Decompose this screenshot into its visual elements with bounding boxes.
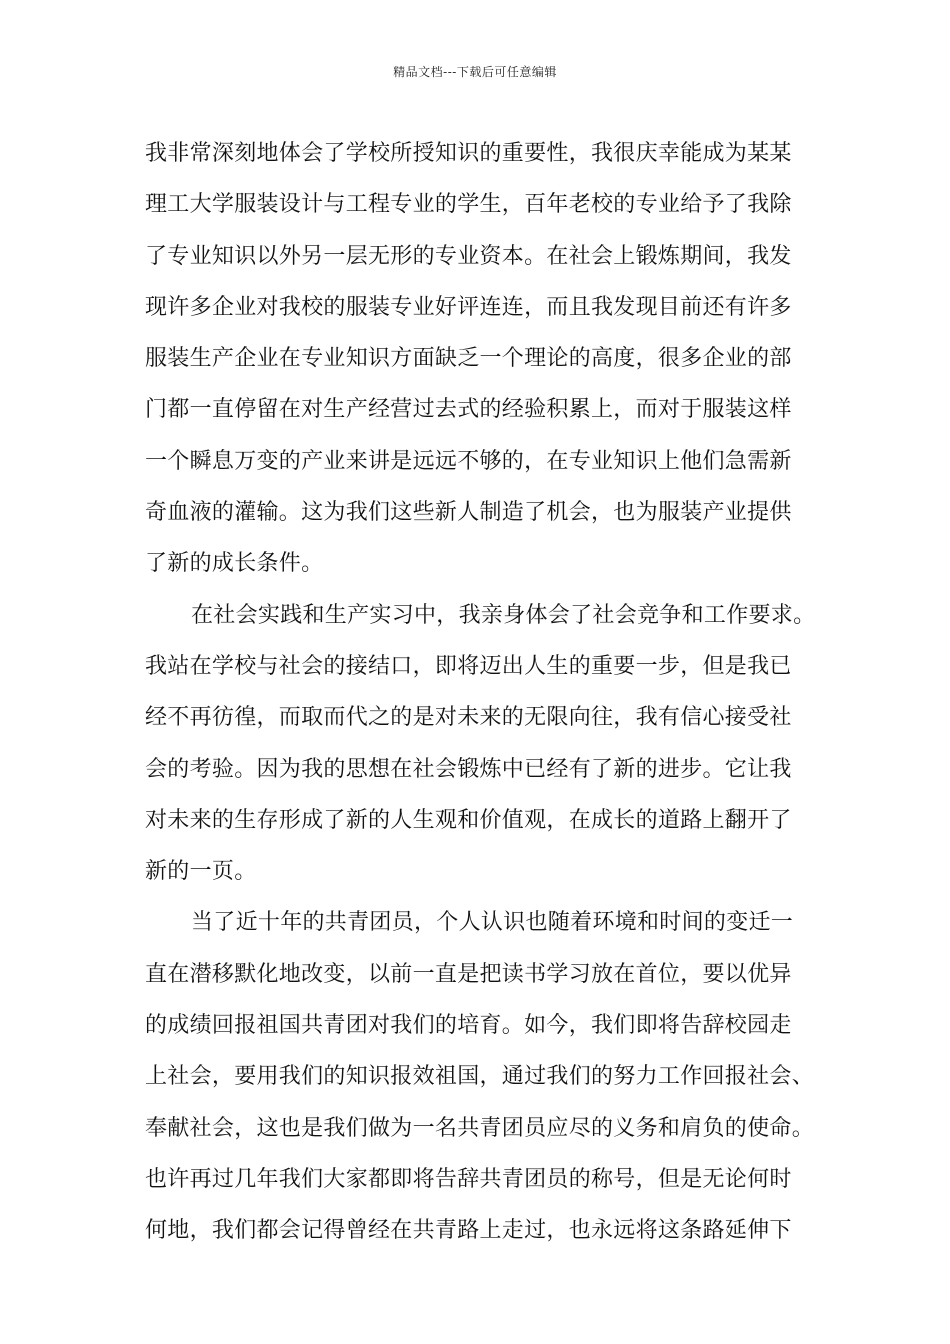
text-line: 奇血液的灌输。这为我们这些新人制造了机会，也为服装产业提供 [145, 500, 792, 526]
text-line: 我非常深刻地体会了学校所授知识的重要性，我很庆幸能成为某某 [145, 141, 792, 166]
text-line: 新的一页。 [145, 859, 257, 885]
text-line: 直在潜移默化地改变，以前一直是把读书学习放在首位，要以优异 [145, 961, 792, 987]
text-line: 了专业知识以外另一层无形的专业资本。在社会上锻炼期间，我发 [145, 243, 792, 269]
text-line: 上社会，要用我们的知识报效祖国，通过我们的努力工作回报社会、 [145, 1064, 815, 1090]
text-line-indented: 在社会实践和生产实习中，我亲身体会了社会竞争和工作要求。 [191, 602, 816, 628]
paragraph-2 [145, 590, 815, 898]
paragraph-1 [145, 128, 815, 590]
text-line: 也许再过几年我们大家都即将告辞共青团员的称号，但是无论何时 [145, 1166, 792, 1192]
paragraph-3 [145, 897, 815, 1256]
document-body [145, 128, 815, 1257]
text-line: 一个瞬息万变的产业来讲是远远不够的，在专业知识上他们急需新 [145, 448, 792, 474]
text-line: 服装生产企业在专业知识方面缺乏一个理论的高度，很多企业的部 [145, 346, 792, 372]
text-line: 经不再彷徨，而取而代之的是对未来的无限向往，我有信心接受社 [145, 705, 792, 731]
text-line: 现许多企业对我校的服装专业好评连连，而且我发现目前还有许多 [145, 294, 792, 320]
text-line: 对未来的生存形成了新的人生观和价值观，在成长的道路上翻开了 [145, 807, 792, 833]
text-line: 了新的成长条件。 [145, 551, 324, 577]
text-line: 的成绩回报祖国共青团对我们的培育。如今，我们即将告辞校园走 [145, 1013, 792, 1039]
text-line: 何地，我们都会记得曾经在共青路上走过，也永远将这条路延伸下 [145, 1218, 792, 1244]
text-line: 会的考验。因为我的思想在社会锻炼中已经有了新的进步。它让我 [145, 756, 792, 782]
text-line: 门都一直停留在对生产经营过去式的经验积累上，而对于服装这样 [145, 397, 792, 423]
text-line: 理工大学服装设计与工程专业的学生，百年老校的专业给予了我除 [145, 192, 792, 218]
text-line: 奉献社会，这也是我们做为一名共青团员应尽的义务和肩负的使命。 [145, 1115, 815, 1141]
text-line: 我站在学校与社会的接结口，即将迈出人生的重要一步，但是我已 [145, 653, 792, 679]
page-header: 精品文档---下载后可任意编辑 [393, 65, 557, 79]
text-line-indented: 当了近十年的共青团员，个人认识也随着环境和时间的变迁一 [191, 910, 794, 936]
